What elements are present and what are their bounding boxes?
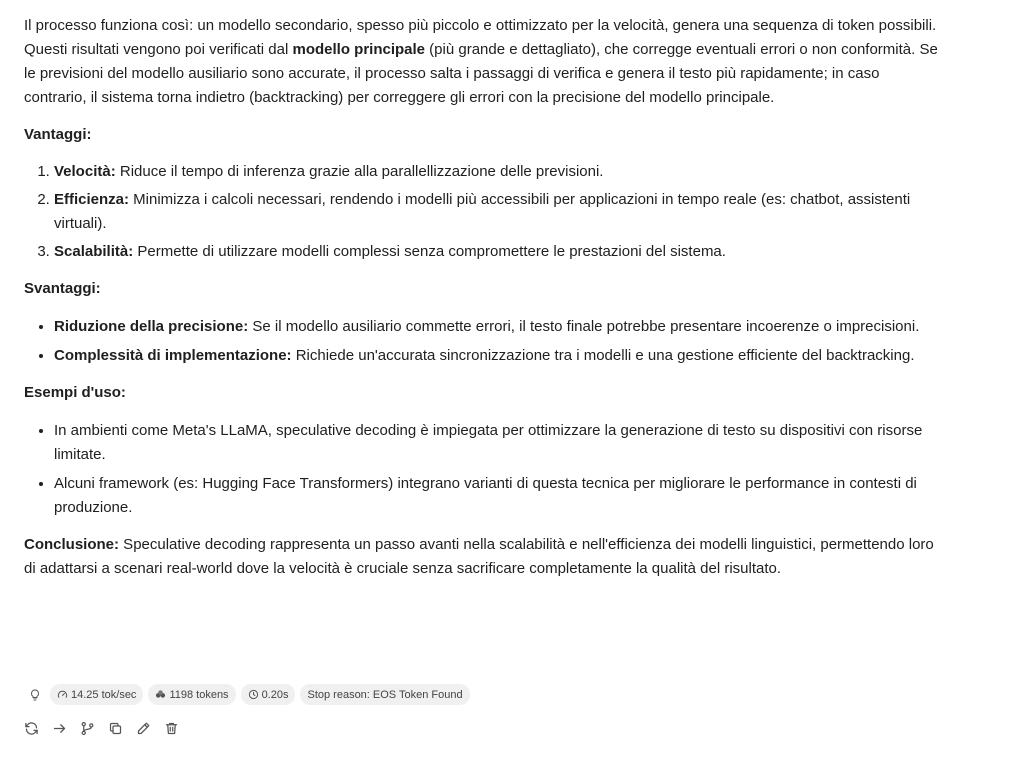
intro-text-2: (più grande e dettagliato), che corregge eventuali errori o non conformità. Se le previsioni del modello ausiliario sono accurate, il processo salta i passaggi di verifica e genera il testo più rapidamente; in caso contrario, il sistema torna indietro (backtracking) per correggere gli errori con la precisione del modello principale. [24, 41, 938, 106]
pencil-icon [136, 721, 151, 736]
copy-button[interactable] [107, 720, 123, 736]
branch-button[interactable] [79, 720, 95, 736]
vantaggi-list [24, 160, 944, 264]
clock-icon [248, 689, 259, 700]
regenerate-icon [24, 721, 39, 736]
list-item: • Alcuni framework (es: Hugging Face Transformers) integrano varianti di questa tecnica per migliorare le performance in contesti di produzione. [54, 471, 944, 520]
intro-text-1: Il processo funziona così: un modello secondario, spesso più piccolo e ottimizzato per la velocità, genera una sequenza di token possibili. Questi risultati vengono poi verificati dal [24, 17, 937, 58]
stop-reason-value: Stop reason: EOS Token Found [307, 688, 463, 701]
list-item: • Complessità di implementazione: Richiede un'accurata sincronizzazione tra i modelli e una gestione efficiente del backtracking. [54, 343, 944, 368]
tokens-value: 1198 tokens [169, 688, 229, 701]
esempi-heading: Esempi d'uso: [24, 384, 126, 401]
message-actions [23, 720, 179, 736]
intro-paragraph [24, 14, 944, 110]
delete-button[interactable] [163, 720, 179, 736]
edit-button[interactable] [135, 720, 151, 736]
list-item: 3. Scalabilità: Permette di utilizzare modelli complessi senza compromettere le prestazioni del sistema. [54, 240, 944, 264]
trash-icon [164, 721, 179, 736]
speed-value: 14.25 tok/sec [71, 688, 137, 701]
vantaggi-heading: Vantaggi: [24, 126, 92, 143]
time-chip [241, 684, 296, 705]
generation-stats [24, 684, 470, 705]
speed-chip [50, 684, 143, 705]
assistant-message [24, 14, 944, 594]
copy-icon [108, 721, 123, 736]
tokens-chip [148, 684, 235, 705]
arrow-right-icon [52, 721, 67, 736]
list-item: • In ambienti come Meta's LLaMA, speculative decoding è impiegata per ottimizzare la generazione di testo su dispositivi con risorse limitate. [54, 418, 944, 467]
lightbulb-icon[interactable] [24, 684, 45, 705]
conclusione-paragraph: Conclusione: Speculative decoding rappresenta un passo avanti nella scalabilità e nell'efficienza dei modelli linguistici, permettendo loro di adattarsi a scenari real-world dove la velocità è cruciale senza sacrificare completamente la qualità del risultato. [24, 536, 934, 577]
list-item: 1. Velocità: Riduce il tempo di inferenza grazie alla parallellizzazione delle previsioni. [54, 160, 944, 184]
branch-icon [80, 721, 95, 736]
stop-reason-chip [300, 684, 469, 705]
intro-bold: modello principale [292, 41, 426, 58]
gauge-icon [57, 689, 68, 700]
list-item: • Riduzione della precisione: Se il modello ausiliario commette errori, il testo finale potrebbe presentare incoerenze o imprecisioni. [54, 314, 944, 339]
continue-button[interactable] [51, 720, 67, 736]
esempi-list [24, 418, 944, 520]
svantaggi-heading: Svantaggi: [24, 280, 101, 297]
list-item: 2. Efficienza: Minimizza i calcoli necessari, rendendo i modelli più accessibili per applicazioni in tempo reale (es: chatbot, assistenti virtuali). [54, 188, 944, 236]
svantaggi-list [24, 314, 944, 368]
time-value: 0.20s [261, 688, 289, 701]
regenerate-button[interactable] [23, 720, 39, 736]
tokens-icon [155, 689, 166, 700]
